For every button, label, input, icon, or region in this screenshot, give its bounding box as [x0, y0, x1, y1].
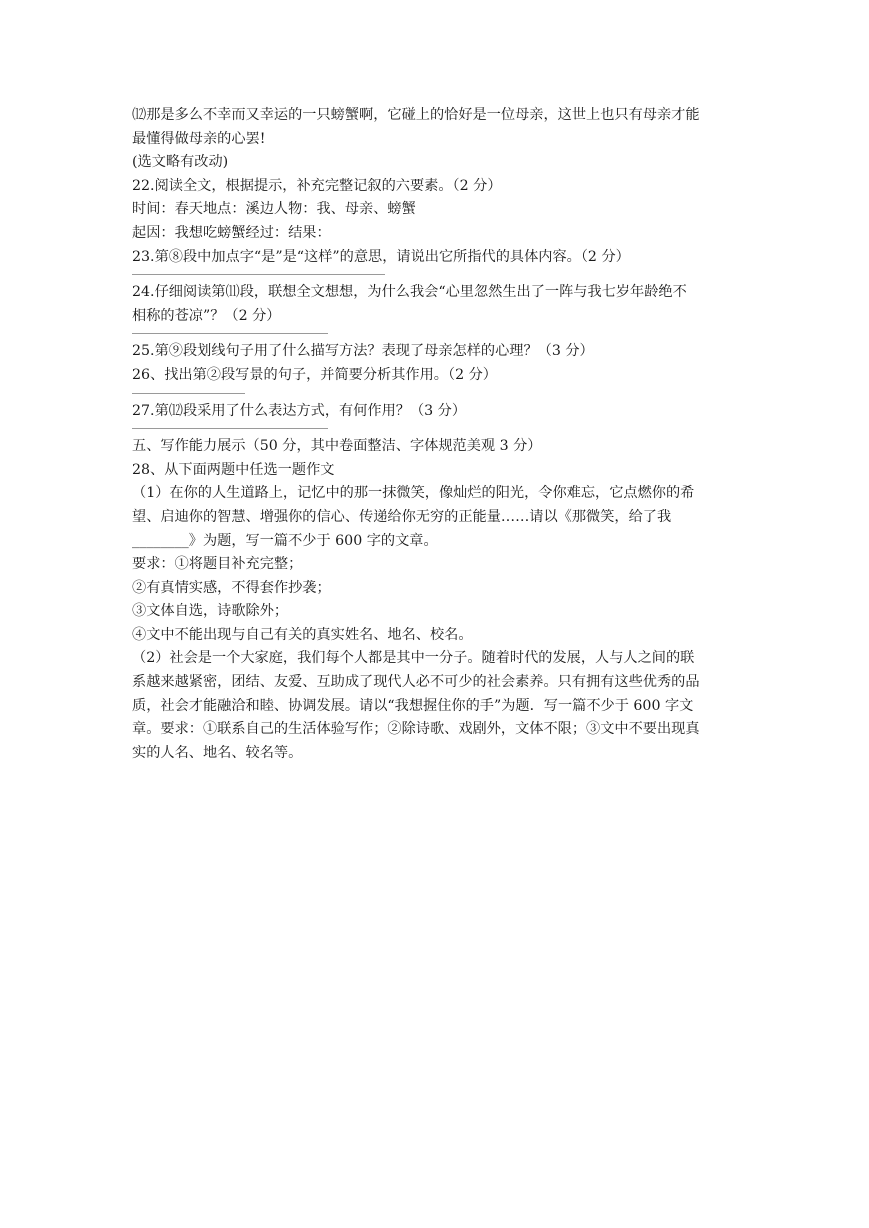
- question-22-cause-process-result: 起因：我想吃螃蟹经过：结果：: [132, 224, 331, 241]
- requirement-2: ②有真情实感，不得套作抄袭；: [132, 579, 331, 596]
- prompt-2-line-2: 系越来越紧密，团结、友爱、互助成了现代人必不可少的社会素养。只有拥有这些优秀的品: [132, 674, 700, 691]
- prompt-1-line-1: （1）在你的人生道路上，记忆中的那一抹微笑，像灿烂的阳光，令你难忘，它点燃你的希: [132, 485, 695, 502]
- answer-line-26: [132, 393, 245, 394]
- prompt-2-line-1: （2）社会是一个大家庭，我们每个人都是其中一分子。随着时代的发展，人与人之间的联: [132, 650, 695, 667]
- passage-paragraph-12-line-1: ⑿那是多么不幸而又幸运的一只螃蟹啊，它碰上的恰好是一位母亲，这世上也只有母亲才能: [132, 107, 700, 123]
- requirement-3: ③文体自选，诗歌除外；: [132, 603, 289, 620]
- prompt-2-line-3: 质，社会才能融洽和睦、协调发展。请以“我想握住你的手”为题．写一篇不少于 600 字文: [132, 697, 694, 714]
- answer-line-24: [132, 333, 328, 334]
- prompt-1-line-3: ________》为题，写一篇不少于 600 字的文章。: [132, 532, 438, 549]
- question-26: 26、找出第②段写景的句子，并简要分析其作用。（2 分）: [132, 366, 497, 383]
- requirement-4: ④文中不能出现与自己有关的真实姓名、地名、校名。: [132, 626, 473, 643]
- requirement-1: 要求：①将题目补充完整；: [132, 556, 303, 573]
- prompt-2-line-4: 章。要求：①联系自己的生活体验写作；②除诗歌、戏剧外，文体不限；③文中不要出现真: [132, 721, 700, 738]
- question-28: 28、从下面两题中任选一题作文: [132, 461, 335, 478]
- question-24-line-1: 24.仔细阅读第⑾段，联想全文想想，为什么我会“心里忽然生出了一阵与我七岁年龄绝不: [132, 284, 687, 301]
- document-page: [132, 104, 742, 765]
- question-25: 25.第⑨段划线句子用了什么描写方法？表现了母亲怎样的心理？（3 分）: [132, 343, 594, 360]
- passage-paragraph-12-line-2: 最懂得做母亲的心罢!: [132, 130, 266, 147]
- answer-line-23: [132, 274, 385, 275]
- question-23: 23.第⑧段中加点字“是”是“这样”的意思，请说出它所指代的具体内容。（2 分）: [132, 248, 630, 265]
- question-24-line-2: 相称的苍凉”？（2 分）: [132, 307, 281, 324]
- question-22: 22.阅读全文，根据提示，补充完整记叙的六要素。（2 分）: [132, 177, 502, 194]
- question-27: 27.第⑿段采用了什么表达方式，有何作用？（3 分）: [132, 402, 467, 419]
- question-22-time-place-people: 时间：春天地点：溪边人物：我、母亲、螃蟹: [132, 201, 416, 218]
- prompt-2-line-5: 实的人名、地名、较名等。: [132, 744, 303, 761]
- section-5-heading: 五、写作能力展示（50 分，其中卷面整洁、字体规范美观 3 分）: [132, 438, 542, 455]
- answer-line-27: [132, 428, 328, 429]
- source-note: (选文略有改动): [132, 154, 229, 171]
- prompt-1-line-2: 望、启迪你的智慧、增强你的信心、传递给你无穷的正能量……请以《那微笑，给了我: [132, 508, 672, 525]
